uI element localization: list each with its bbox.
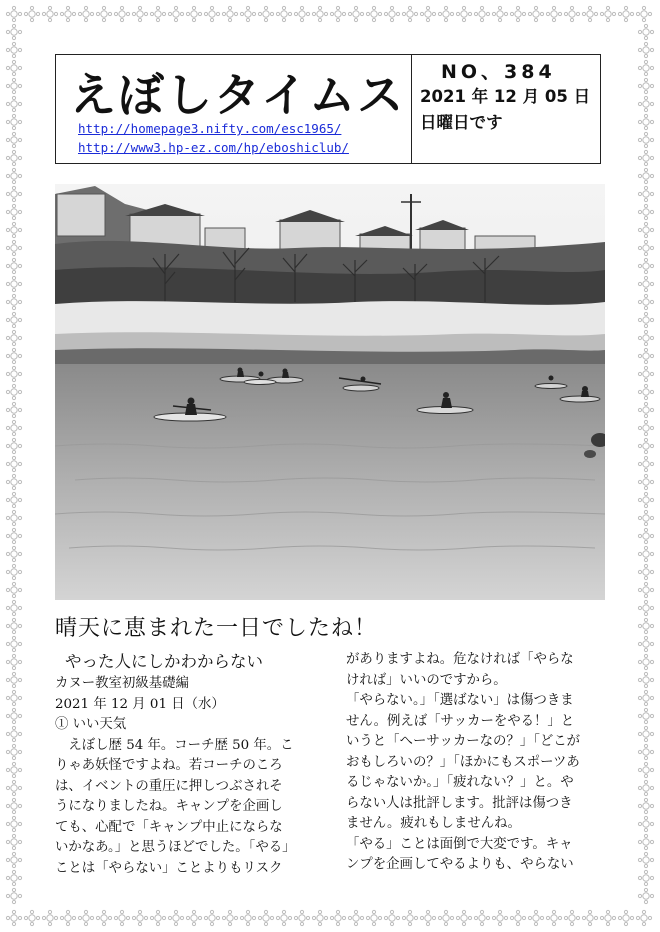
border-motif xyxy=(6,636,21,651)
border-motif xyxy=(330,910,345,925)
border-motif xyxy=(6,132,21,147)
border-motif xyxy=(114,910,129,925)
border-motif xyxy=(638,798,653,813)
article-line: うになりましたね。キャンプを企画し xyxy=(55,799,283,814)
border-motif xyxy=(24,910,39,925)
article-line: がありますよね。危なければ「やらな xyxy=(346,652,574,667)
border-motif xyxy=(6,78,21,93)
article-line: ければ」いいのですから。 xyxy=(346,672,507,688)
border-motif xyxy=(150,910,165,925)
border-motif xyxy=(6,222,21,237)
border-motif xyxy=(546,6,561,21)
border-motif xyxy=(638,168,653,183)
border-motif xyxy=(6,888,21,903)
border-motif xyxy=(638,546,653,561)
border-motif xyxy=(638,420,653,435)
border-motif xyxy=(528,910,543,925)
border-motif xyxy=(638,762,653,777)
border-motif xyxy=(638,618,653,633)
border-motif xyxy=(638,474,653,489)
border-motif xyxy=(6,348,21,363)
article-body-left xyxy=(55,736,333,880)
border-motif xyxy=(42,6,57,21)
border-motif xyxy=(456,910,471,925)
border-motif xyxy=(492,910,507,925)
border-motif xyxy=(42,910,57,925)
border-motif xyxy=(6,366,21,381)
border-motif xyxy=(638,402,653,417)
border-motif xyxy=(132,6,147,21)
article-title: やった人にしかわからない xyxy=(65,652,263,671)
border-motif xyxy=(168,910,183,925)
border-motif xyxy=(6,834,21,849)
border-motif xyxy=(6,24,21,39)
border-motif xyxy=(6,60,21,75)
border-motif xyxy=(348,910,363,925)
border-motif xyxy=(438,910,453,925)
article-line: ても、心配で「キャンプ中止にならな xyxy=(55,819,283,835)
border-motif xyxy=(6,168,21,183)
border-motif xyxy=(564,6,579,21)
border-motif xyxy=(204,910,219,925)
border-motif xyxy=(638,222,653,237)
article-line: ことは「やらない」ことよりもリスク xyxy=(55,860,283,876)
border-motif xyxy=(638,348,653,363)
border-motif xyxy=(240,910,255,925)
border-motif xyxy=(638,708,653,723)
border-motif xyxy=(638,870,653,885)
border-motif xyxy=(638,384,653,399)
border-motif xyxy=(6,150,21,165)
article-line: えぼし歴 54 年。コーチ歴 50 年。こ xyxy=(55,737,294,753)
border-motif xyxy=(366,910,381,925)
homepage-link-2[interactable]: http://www3.hp-ez.com/hp/eboshiclub/ xyxy=(78,140,349,155)
border-motif xyxy=(6,870,21,885)
border-motif xyxy=(638,78,653,93)
border-motif xyxy=(6,600,21,615)
border-motif xyxy=(546,910,561,925)
article-line: せん。例えば「サッカーをやる！」と xyxy=(346,713,575,729)
border-motif xyxy=(638,276,653,291)
border-motif xyxy=(132,910,147,925)
border-motif xyxy=(618,6,633,21)
border-motif xyxy=(96,910,111,925)
border-motif xyxy=(330,6,345,21)
border-motif xyxy=(6,910,21,925)
border-motif xyxy=(638,690,653,705)
border-motif xyxy=(638,312,653,327)
border-motif xyxy=(638,654,653,669)
border-motif xyxy=(638,186,653,201)
border-motif xyxy=(600,910,615,925)
border-motif xyxy=(564,910,579,925)
article-section-heading: ① いい天気 xyxy=(55,717,127,732)
border-motif xyxy=(638,42,653,57)
border-motif xyxy=(638,600,653,615)
border-motif xyxy=(638,438,653,453)
border-motif xyxy=(402,6,417,21)
border-motif xyxy=(638,456,653,471)
border-motif xyxy=(6,96,21,111)
article-line: 「やらない。」「選ばない」は傷つきま xyxy=(346,693,574,708)
border-motif xyxy=(6,384,21,399)
border-motif xyxy=(114,6,129,21)
article-course: カヌー教室初級基礎編 xyxy=(55,676,189,691)
border-motif xyxy=(6,294,21,309)
border-motif xyxy=(638,366,653,381)
article-line: ません。疲れもしませんね。 xyxy=(346,816,521,831)
border-motif xyxy=(6,186,21,201)
border-motif xyxy=(638,636,653,651)
border-motif xyxy=(78,910,93,925)
border-motif xyxy=(638,852,653,867)
border-motif xyxy=(6,762,21,777)
border-motif xyxy=(420,910,435,925)
article-line: らない人は批評します。批評は傷つき xyxy=(346,795,573,811)
border-motif xyxy=(6,726,21,741)
border-motif xyxy=(384,6,399,21)
border-motif xyxy=(6,852,21,867)
newsletter-title: えぼしタイムス xyxy=(70,68,406,122)
issue-weekday: 日曜日です xyxy=(420,113,503,132)
border-motif xyxy=(638,888,653,903)
border-motif xyxy=(6,420,21,435)
border-motif xyxy=(24,6,39,21)
border-motif xyxy=(638,492,653,507)
article-line: おもしろいの？」「ほかにもスポーツあ xyxy=(346,754,580,770)
article-line: ンプを企画してやるよりも、やらない xyxy=(346,857,574,872)
border-motif xyxy=(276,910,291,925)
border-motif xyxy=(276,6,291,21)
article-line: いかなあ。」と思うほどでした。「やる」 xyxy=(55,840,296,855)
border-motif xyxy=(6,204,21,219)
border-motif xyxy=(638,816,653,831)
border-motif xyxy=(222,6,237,21)
masthead-divider xyxy=(411,55,412,163)
article-line: るじゃないか。」「疲れない？」と。や xyxy=(346,775,574,790)
border-motif xyxy=(638,204,653,219)
border-motif xyxy=(294,6,309,21)
border-motif xyxy=(474,910,489,925)
border-motif xyxy=(456,6,471,21)
border-motif xyxy=(6,438,21,453)
border-motif xyxy=(96,6,111,21)
border-motif xyxy=(366,6,381,21)
border-motif xyxy=(258,910,273,925)
border-motif xyxy=(510,910,525,925)
border-motif xyxy=(638,672,653,687)
border-motif xyxy=(420,6,435,21)
border-motif xyxy=(186,6,201,21)
masthead xyxy=(55,54,601,164)
border-motif xyxy=(6,114,21,129)
border-motif xyxy=(6,276,21,291)
border-motif xyxy=(638,834,653,849)
border-motif xyxy=(6,474,21,489)
article-line: いうと「へーサッカーなの？」「どこが xyxy=(346,734,581,749)
article-date: 2021 年 12 月 01 日（水） xyxy=(55,696,225,712)
border-motif xyxy=(78,6,93,21)
border-motif xyxy=(600,6,615,21)
border-motif xyxy=(6,744,21,759)
border-motif xyxy=(638,96,653,111)
border-motif xyxy=(638,582,653,597)
border-motif xyxy=(582,910,597,925)
article-body-right xyxy=(346,650,608,876)
border-motif xyxy=(492,6,507,21)
border-motif xyxy=(222,910,237,925)
border-motif xyxy=(6,690,21,705)
border-motif xyxy=(6,6,21,21)
homepage-link-1[interactable]: http://homepage3.nifty.com/esc1965/ xyxy=(78,121,342,136)
border-motif xyxy=(60,6,75,21)
border-motif xyxy=(638,780,653,795)
border-motif xyxy=(6,798,21,813)
border-motif xyxy=(636,6,651,21)
article-column-left xyxy=(55,650,333,879)
border-motif xyxy=(638,132,653,147)
border-motif xyxy=(638,60,653,75)
border-motif xyxy=(312,910,327,925)
border-motif xyxy=(638,726,653,741)
border-motif xyxy=(6,654,21,669)
border-motif xyxy=(204,6,219,21)
article-line: 「やる」ことは面倒で大変です。キャ xyxy=(346,836,573,852)
border-motif xyxy=(638,330,653,345)
border-motif xyxy=(638,240,653,255)
border-motif xyxy=(638,258,653,273)
border-motif xyxy=(384,910,399,925)
border-motif xyxy=(638,24,653,39)
issue-number: NO、384 xyxy=(441,61,556,83)
border-motif xyxy=(6,492,21,507)
border-motif xyxy=(438,6,453,21)
border-motif xyxy=(6,582,21,597)
border-motif xyxy=(638,510,653,525)
border-motif xyxy=(528,6,543,21)
border-motif xyxy=(402,910,417,925)
border-motif xyxy=(6,456,21,471)
border-motif xyxy=(348,6,363,21)
border-motif xyxy=(6,528,21,543)
border-motif xyxy=(618,910,633,925)
border-motif xyxy=(6,816,21,831)
border-motif xyxy=(6,510,21,525)
border-motif xyxy=(294,910,309,925)
border-motif xyxy=(6,258,21,273)
border-motif xyxy=(258,6,273,21)
border-motif xyxy=(150,6,165,21)
border-motif xyxy=(6,618,21,633)
border-motif xyxy=(6,708,21,723)
border-motif xyxy=(582,6,597,21)
border-motif xyxy=(168,6,183,21)
border-motif xyxy=(638,114,653,129)
border-motif xyxy=(240,6,255,21)
border-motif xyxy=(186,910,201,925)
border-motif xyxy=(6,672,21,687)
photo-headline: 晴天に恵まれた一日でしたね！ xyxy=(55,616,378,641)
border-motif xyxy=(510,6,525,21)
border-motif xyxy=(638,564,653,579)
border-motif xyxy=(6,312,21,327)
border-motif xyxy=(6,402,21,417)
border-motif xyxy=(6,330,21,345)
border-motif xyxy=(638,744,653,759)
border-motif xyxy=(474,6,489,21)
border-motif xyxy=(60,910,75,925)
border-motif xyxy=(638,150,653,165)
border-motif xyxy=(312,6,327,21)
article-column-right xyxy=(346,650,608,876)
issue-date: 2021 年 12 月 05 日 xyxy=(420,87,591,106)
article-line: は、イベントの重圧に押しつぶされそ xyxy=(55,778,283,794)
border-motif xyxy=(638,294,653,309)
border-motif xyxy=(6,240,21,255)
article-line: りゃあ妖怪ですよね。若コーチのころ xyxy=(55,758,283,773)
border-motif xyxy=(6,42,21,57)
kayak-lake-photo xyxy=(55,184,605,600)
border-motif xyxy=(636,910,651,925)
border-motif xyxy=(638,528,653,543)
border-motif xyxy=(6,546,21,561)
border-motif xyxy=(6,780,21,795)
border-motif xyxy=(6,564,21,579)
